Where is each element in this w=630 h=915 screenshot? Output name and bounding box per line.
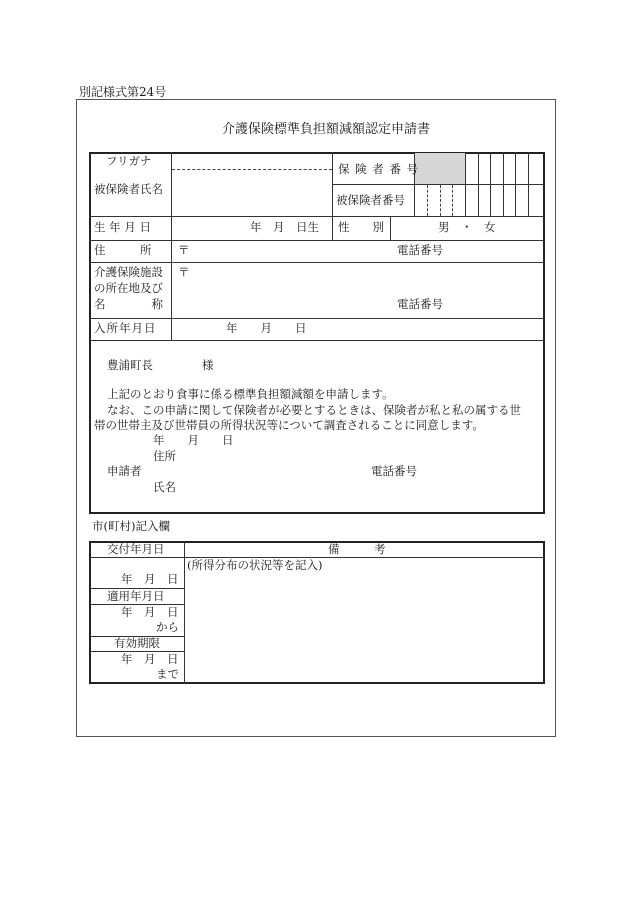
row-divider xyxy=(89,340,545,341)
insurer-number-label: 保 険 者 番 号 xyxy=(338,162,420,176)
furigana-separator xyxy=(172,169,332,170)
facility-phone-label: 電話番号 xyxy=(397,297,443,311)
facility-label-line1: 介護保険施設 xyxy=(94,265,163,279)
statement-line2: なお、この申請に関して保険者が必要とするときは、保険者が私と私の属する世 xyxy=(107,403,521,417)
row-divider xyxy=(89,216,545,217)
admission-date-label: 入所年月日 xyxy=(94,321,157,335)
facility-label-line2: の所在地及び xyxy=(94,281,163,295)
applicant-name-label: 氏名 xyxy=(153,480,176,494)
application-date: 年 月 日 xyxy=(153,433,234,447)
row-divider xyxy=(89,240,545,241)
municipal-section-title: 市(町村)記入欄 xyxy=(92,519,170,533)
digit-box-divider xyxy=(503,184,504,216)
birth-date-value: 年 月 日生 xyxy=(250,220,319,234)
admission-date-value: 年 月 日 xyxy=(226,321,307,335)
digit-box-divider xyxy=(528,152,529,184)
digit-box-divider xyxy=(515,184,516,216)
digit-box-divider xyxy=(465,152,466,184)
until-label: まで xyxy=(156,667,179,681)
applicant-address-label: 住所 xyxy=(153,449,176,463)
applicant-phone-label: 電話番号 xyxy=(371,464,417,478)
sex-label: 性 別 xyxy=(338,220,384,234)
issue-date-label: 交付年月日 xyxy=(107,542,165,556)
sex-value: 男 ・ 女 xyxy=(438,220,496,234)
insured-number-label: 被保険者番号 xyxy=(336,193,405,207)
facility-label-line3: 名 称 xyxy=(94,297,163,311)
digit-box-divider xyxy=(503,152,504,184)
from-label: から xyxy=(156,620,179,634)
digit-box-divider xyxy=(528,184,529,216)
remarks-label: 備 考 xyxy=(328,542,386,556)
address-label: 住 所 xyxy=(94,243,152,257)
address-phone-label: 電話番号 xyxy=(397,243,443,257)
valid-period-label: 有効期限 xyxy=(114,636,160,650)
row-divider xyxy=(89,318,545,319)
column-divider xyxy=(390,216,391,240)
digit-box-divider xyxy=(515,152,516,184)
valid-period-value: 年 月 日 xyxy=(121,652,179,666)
issue-date-value: 年 月 日 xyxy=(121,572,179,586)
digit-box-divider xyxy=(490,152,491,184)
digit-box-divider xyxy=(490,184,491,216)
addressee: 豊浦町長 xyxy=(107,358,153,372)
applied-date-label: 適用年月日 xyxy=(107,589,165,603)
column-divider xyxy=(332,152,333,240)
statement-line3: 帯の世帯主及び世帯員の所得状況等について調査されることに同意します。 xyxy=(94,418,484,432)
honorific: 様 xyxy=(202,358,214,372)
column-divider xyxy=(171,152,172,340)
insurer-number-shaded-cell xyxy=(415,153,465,184)
digit-box-divider xyxy=(478,184,479,216)
facility-postal-mark: 〒 xyxy=(178,265,190,279)
row-divider xyxy=(89,262,545,263)
document-title: 介護保険標準負担額減額認定申請書 xyxy=(222,122,431,137)
remarks-note: (所得分布の状況等を記入) xyxy=(187,558,323,572)
furigana-label: フリガナ xyxy=(106,154,152,168)
digit-box-divider xyxy=(427,185,428,216)
form-number: 別記様式第24号 xyxy=(79,85,167,99)
digit-box-divider xyxy=(478,152,479,184)
column-divider xyxy=(184,541,185,684)
birth-date-label: 生 年 月 日 xyxy=(94,220,151,234)
row-divider xyxy=(332,184,545,185)
insured-name-label: 被保険者氏名 xyxy=(94,182,163,196)
postal-mark: 〒 xyxy=(178,243,190,257)
digit-box-divider xyxy=(452,185,453,216)
applicant-label: 申請者 xyxy=(107,464,142,478)
digit-box-divider xyxy=(465,184,466,216)
applied-date-value: 年 月 日 xyxy=(121,605,179,619)
statement-line1: 上記のとおり食事に係る標準負担額減額を申請します。 xyxy=(107,387,394,401)
digit-box-divider xyxy=(440,185,441,216)
